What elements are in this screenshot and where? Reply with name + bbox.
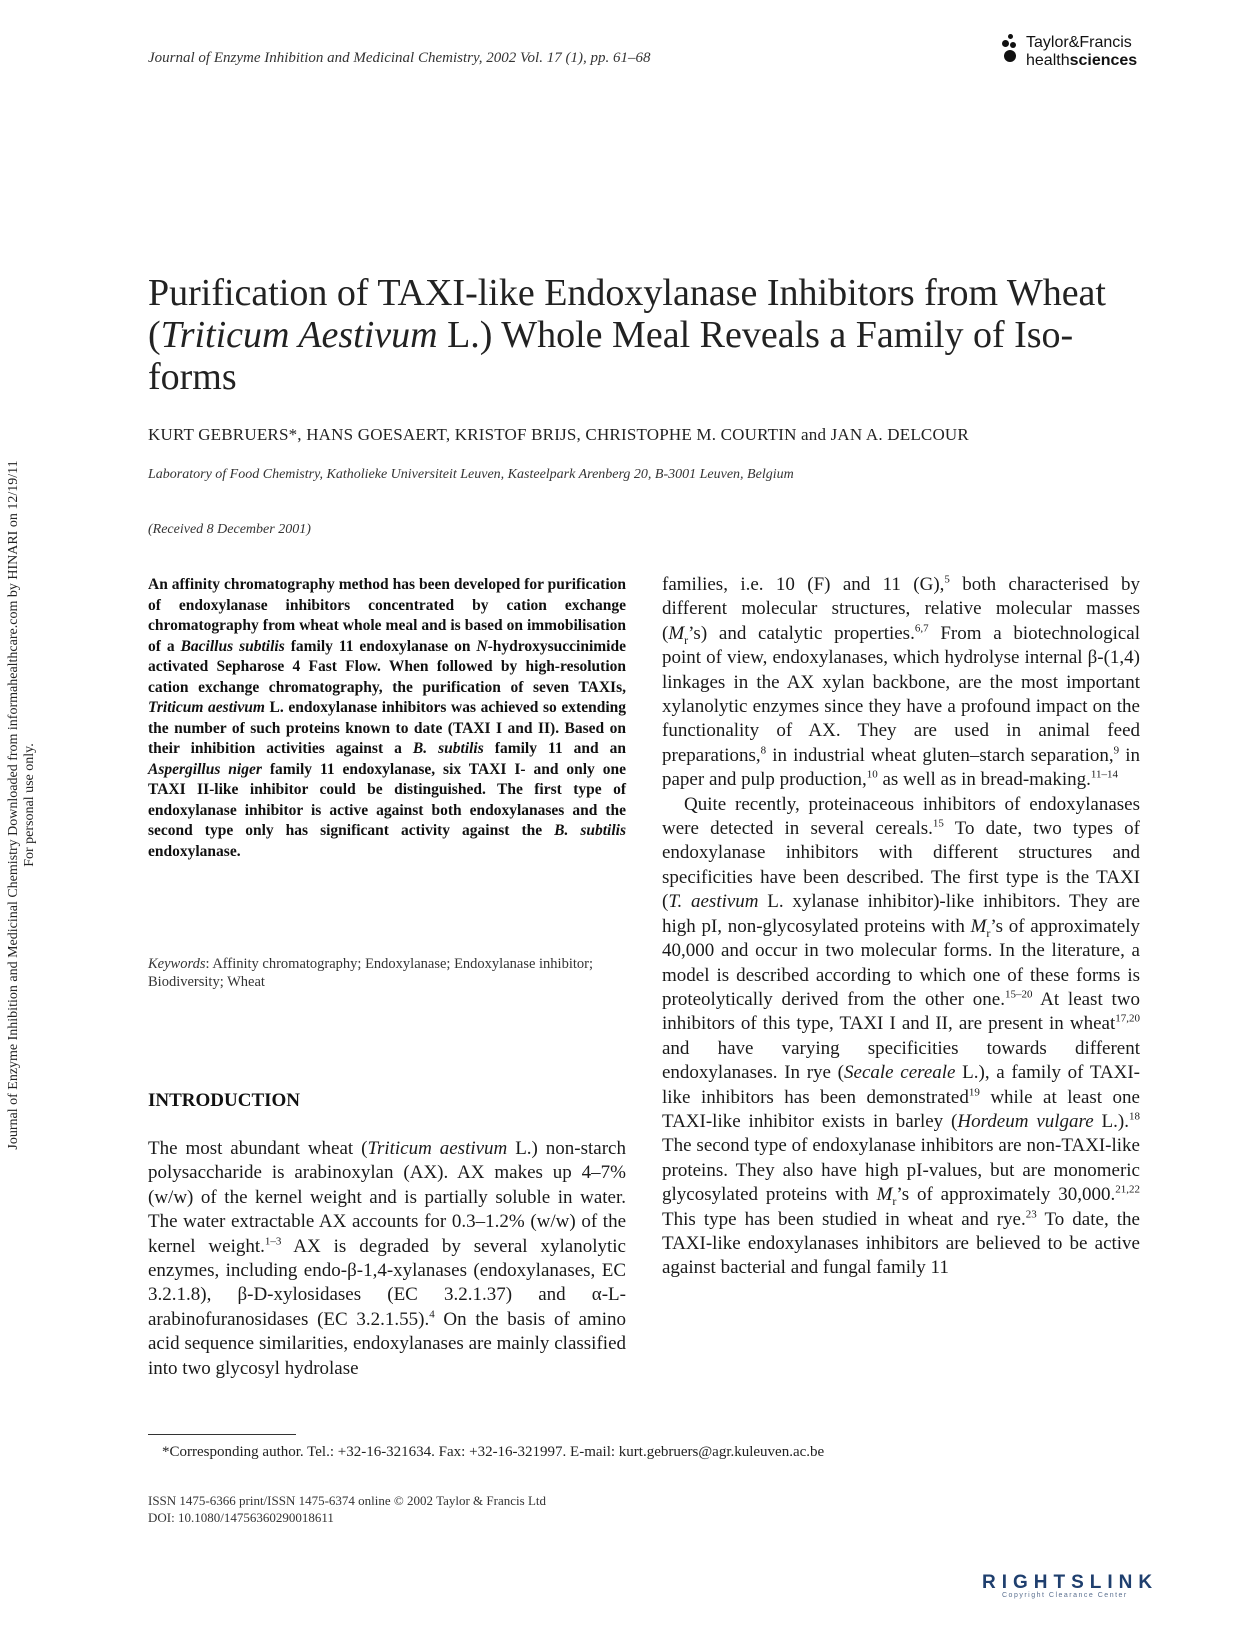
received-date: (Received 8 December 2001) (148, 522, 311, 537)
rightslink-subtext: Copyright Clearance Center (1002, 1592, 1128, 1599)
issn-doi (148, 1492, 546, 1526)
download-note-line2: For personal use only. (22, 743, 37, 867)
rightslink-logo[interactable] (982, 1572, 1159, 1604)
download-note-line1: Journal of Enzyme Inhibition and Medicinal Chemistry Downloaded from informahealthcare.com by HINARI on 12/19/11 (6, 460, 21, 1150)
affiliation: Laboratory of Food Chemistry, Katholieke Universiteit Leuven, Kasteelpark Arenberg 20, B-3001 Leuven, Belgium (148, 467, 794, 482)
publisher-name: Taylor&Francis (1026, 34, 1132, 51)
footnote-divider (148, 1434, 296, 1435)
paragraph-families: families, i.e. 10 (F) and 11 (G),$^5$ both characterised by different molecular structures, relative molecular masses $(M_r’s)$ and catalytic properties.$^{6,7}$ From a biotechnological point of view, endoxylanases, which hydrolyse internal β-(1,4) linkages in the AX xylan backbone, are the most important xylanolytic enzymes since they have a profound impact on the functionality of AX. They are used in animal feed preparations,$^8$ in industrial wheat gluten–starch separation,$^9$ in paper and pulp production,$^{10}$ as well as in bread-making.$^{11-14}$ (662, 573, 1140, 791)
publisher-logo (1000, 34, 1137, 70)
rightslink-text: RIGHTSLINK (982, 1572, 1159, 1593)
abstract: An affinity chromatography method has been developed for purification of endoxylanase inhibitors concentrated by cation exchange chromatography from wheat whole meal and is based on immobilisation of a Bacillus subtilis family 11 endoxylanase on N-hydroxysuccinimide activated Sepharose 4 Fast Flow. When followed by high-resolution cation exchange chromatography, the purification of seven TAXIs, Triticum aestivum L. endoxylanase inhibitors was achieved so extending the number of such proteins known to date (TAXI I and II). Based on their inhibition activities against a B. subtilis family 11 and an Aspergillus niger family 11 endoxylanase, six TAXI I- and only one TAXI II-like inhibitor could be distinguished. The first type of endoxylanase inhibitor is active against both endoxylanases and the second type only has significant activity against the B. subtilis endoxylanase. (148, 576, 627, 860)
issn: ISSN 1475-6366 print/ISSN 1475-6374 online © 2002 Taylor & Francis Ltd (148, 1493, 546, 1508)
author-list: KURT GEBRUERS*, HANS GOESAERT, KRISTOF BRIJS, CHRISTOPHE M. COURTIN and JAN A. DELCOUR (148, 425, 969, 444)
introduction-heading: INTRODUCTION (148, 1090, 301, 1111)
download-note (6, 395, 37, 1215)
article-title: Purification of TAXI-like Endoxylanase Inhibitors from Wheat (Triticum Aestivum L.) Whole Meal Reveals a Family of Iso-forms (148, 272, 1106, 398)
doi: DOI: 10.1080/14756360290018611 (148, 1510, 334, 1525)
right-column-text (662, 573, 1140, 1281)
keywords: Keywords: Affinity chromatography; Endoxylanase; Endoxylanase inhibitor; Biodiversity; Wheat (148, 956, 593, 990)
publisher-sub-b: sciences (1069, 52, 1138, 69)
journal-citation: Journal of Enzyme Inhibition and Medicinal Chemistry, 2002 Vol. 17 (1), pp. 61–68 (148, 50, 651, 66)
publisher-sub-a: health (1026, 52, 1070, 69)
paragraph-inhibitors: Quite recently, proteinaceous inhibitors of endoxylanases were detected in several cereals.$^{15}$ To date, two types of endoxylanase inhibitors with different structures and specificities have been described. The first type is the TAXI (T. aestivum L. xylanase inhibitor)-like inhibitors. They are high pI, non-glycosylated proteins with $M_r’s$ of approximately 40,000 and occur in two molecular forms. In the literature, a model is described according to which one of these forms is proteolytically derived from the other one.$^{15-20}$ At least two inhibitors of this type, TAXI I and II, are present in wheat$^{17,20}$ and have varying specificities towards different endoxylanases. In rye (Secale cereale L.), a family of TAXI-like inhibitors has been demonstrated$^{19}$ while at least one TAXI-like inhibitor exists in barley (Hordeum vulgare L.).$^{18}$ The second type of endoxylanase inhibitors are non-TAXI-like proteins. They also have high pI-values, but are monomeric glycosylated proteins with $M_r’s$ of approximately 30,000.$^{21,22}$ This type has been studied in wheat and rye.$^{23}$ To date, the TAXI-like endoxylanases inhibitors are believed to be active against bacterial and fungal family 11 (662, 793, 1141, 1279)
corresponding-author-footnote: *Corresponding author. Tel.: +32-16-321634. Fax: +32-16-321997. E-mail: kurt.gebruers@agr.kuleuven.ac.be (162, 1444, 825, 1460)
introduction-text: The most abundant wheat (Triticum aestivum L.) non-starch polysaccharide is arabinoxylan (AX). AX makes up 4–7% (w/w) of the kernel weight and is partially soluble in water. The water extractable AX accounts for 0.3–1.2% (w/w) of the kernel weight.$^{1-3}$ AX is degraded by several xylanolytic enzymes, including endo-β-1,4-xylanases (endoxylanases, EC 3.2.1.8), β-D-xylosidases (EC 3.2.1.37) and α-L-arabinofuranosidases (EC 3.2.1.55).$^4$ On the basis of amino acid sequence similarities, endoxylanases are mainly classified into two glycosyl hydrolase (148, 1138, 626, 1379)
publisher-dots-icon (1000, 34, 1020, 64)
